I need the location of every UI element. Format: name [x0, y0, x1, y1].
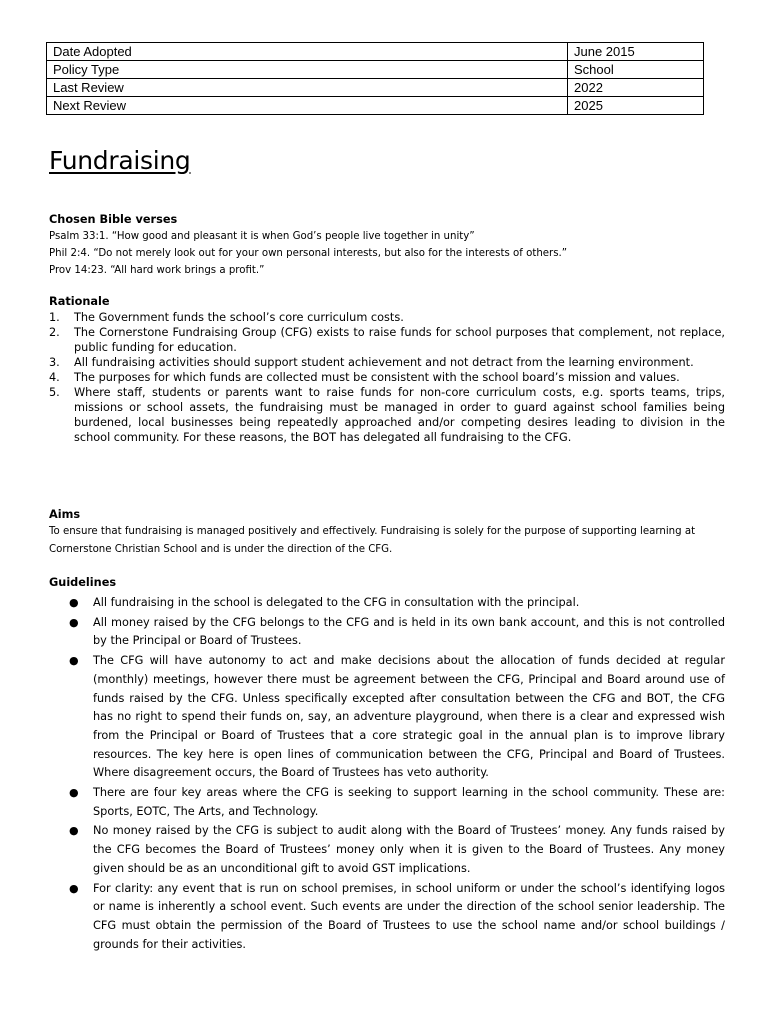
list-item	[49, 370, 725, 385]
bullet-icon: ●	[69, 786, 79, 800]
bullet-icon: ●	[69, 824, 79, 838]
rationale-heading: Rationale	[49, 295, 110, 308]
list-item-text: All fundraising activities should support student achievement and not detract from the learning environment.	[74, 356, 694, 369]
list-item-text: The purposes for which funds are collected must be consistent with the school board’s mission and values.	[74, 371, 680, 384]
list-item	[49, 784, 725, 821]
meta-row	[47, 43, 704, 61]
bullet-icon: ●	[69, 615, 79, 629]
list-number: 4.	[49, 371, 60, 384]
meta-label: Last Review	[47, 79, 568, 97]
list-item-text: The CFG will have autonomy to act and make decisions about the allocation of funds decided at regular (monthly) meetings, however there must be agreement between the CFG, Principal and Board around use of funds raised by the CFG. Unless specifically excepted after consultation between the CFG and BOT, the CFG has no right to spend their funds on, say, an adventure playground, when there is a clear and expressed wish from the Principal or Board of Trustees that a core strategic goal in the annual plan is to improve library resources. The key here is open lines of communication between the CFG, Principal and Board of Trustees. Where disagreement occurs, the Board of Trustees has veto authority.	[93, 654, 725, 780]
aims-section	[49, 506, 725, 559]
page-title: Fundraising	[49, 146, 191, 175]
meta-value: June 2015	[568, 43, 704, 61]
list-item-text: The Cornerstone Fundraising Group (CFG) exists to raise funds for school purposes that complement, not replace, public funding for education.	[74, 326, 725, 354]
list-item-text: All fundraising in the school is delegated to the CFG in consultation with the principal.	[93, 596, 580, 609]
bullet-icon: ●	[69, 654, 79, 668]
list-item	[49, 594, 725, 613]
list-item-text: All money raised by the CFG belongs to the CFG and is held in its own bank account, and this is not controlled by the Principal or Board of Trustees.	[93, 615, 725, 648]
aims-text: To ensure that fundraising is managed positively and effectively. Fundraising is solely for the purpose of supporting learning at Cornerstone Christian School and is under the direction of the CFG.	[49, 526, 696, 555]
list-number: 3.	[49, 356, 60, 369]
meta-value: 2025	[568, 97, 704, 115]
list-item	[49, 325, 725, 355]
bullet-icon: ●	[69, 596, 79, 609]
policy-meta-table	[46, 42, 704, 115]
list-item-text: For clarity: any event that is run on school premises, in school uniform or under the school’s identifying logos or name is inherently a school event. Such events are under the direction of the school senior leadership. The CFG must obtain the permission of the Board of Trustees to use the school name and/or school buildings / grounds for their activities.	[93, 881, 725, 951]
list-number: 1.	[49, 311, 60, 324]
guidelines-list	[49, 594, 725, 954]
bible-verses-heading: Chosen Bible verses	[49, 213, 178, 226]
guidelines-section	[49, 574, 725, 955]
bullet-icon: ●	[69, 881, 79, 895]
guidelines-heading: Guidelines	[49, 576, 117, 589]
list-item	[49, 822, 725, 878]
bible-verses-section	[49, 211, 725, 279]
list-item	[49, 385, 725, 445]
rationale-list	[49, 310, 725, 445]
list-item	[49, 355, 725, 370]
bible-verse: Phil 2:4. “Do not merely look out for your own personal interests, but also for the interests of others.”	[49, 248, 568, 259]
list-item	[49, 310, 725, 325]
meta-label: Date Adopted	[47, 43, 568, 61]
list-item-text: Where staff, students or parents want to raise funds for non-core curriculum costs, e.g. sports teams, trips, missions or school assets, the fundraising must be managed in order to guard against school families being burdened, local businesses being repeatedly approached and/or competing desires leading to division in the school community. For these reasons, the BOT has delegated all fundraising to the CFG.	[74, 386, 725, 444]
list-item-text: No money raised by the CFG is subject to audit along with the Board of Trustees’ money. Any funds raised by the CFG becomes the Board of Trustees’ money only when it is given to the Board of Trustees. Any money given should be as an unconditional gift to avoid GST implications.	[93, 824, 725, 875]
list-number: 2.	[49, 326, 60, 339]
list-item	[49, 614, 725, 651]
bible-verse: Psalm 33:1. “How good and pleasant it is when God’s people live together in unity”	[49, 231, 475, 242]
rationale-section	[49, 293, 725, 445]
list-item-text: There are four key areas where the CFG is seeking to support learning in the school community. These are: Sports, EOTC, The Arts, and Technology.	[93, 786, 725, 818]
list-item	[49, 652, 725, 783]
list-item-text: The Government funds the school’s core curriculum costs.	[74, 311, 404, 324]
meta-row	[47, 97, 704, 115]
meta-value: School	[568, 61, 704, 79]
meta-row	[47, 61, 704, 79]
bible-verse: Prov 14:23. “All hard work brings a profit.”	[49, 265, 265, 276]
meta-label: Next Review	[47, 97, 568, 115]
meta-label: Policy Type	[47, 61, 568, 79]
meta-row	[47, 79, 704, 97]
list-item	[49, 880, 725, 955]
meta-value: 2022	[568, 79, 704, 97]
aims-heading: Aims	[49, 508, 81, 521]
list-number: 5.	[49, 386, 60, 399]
